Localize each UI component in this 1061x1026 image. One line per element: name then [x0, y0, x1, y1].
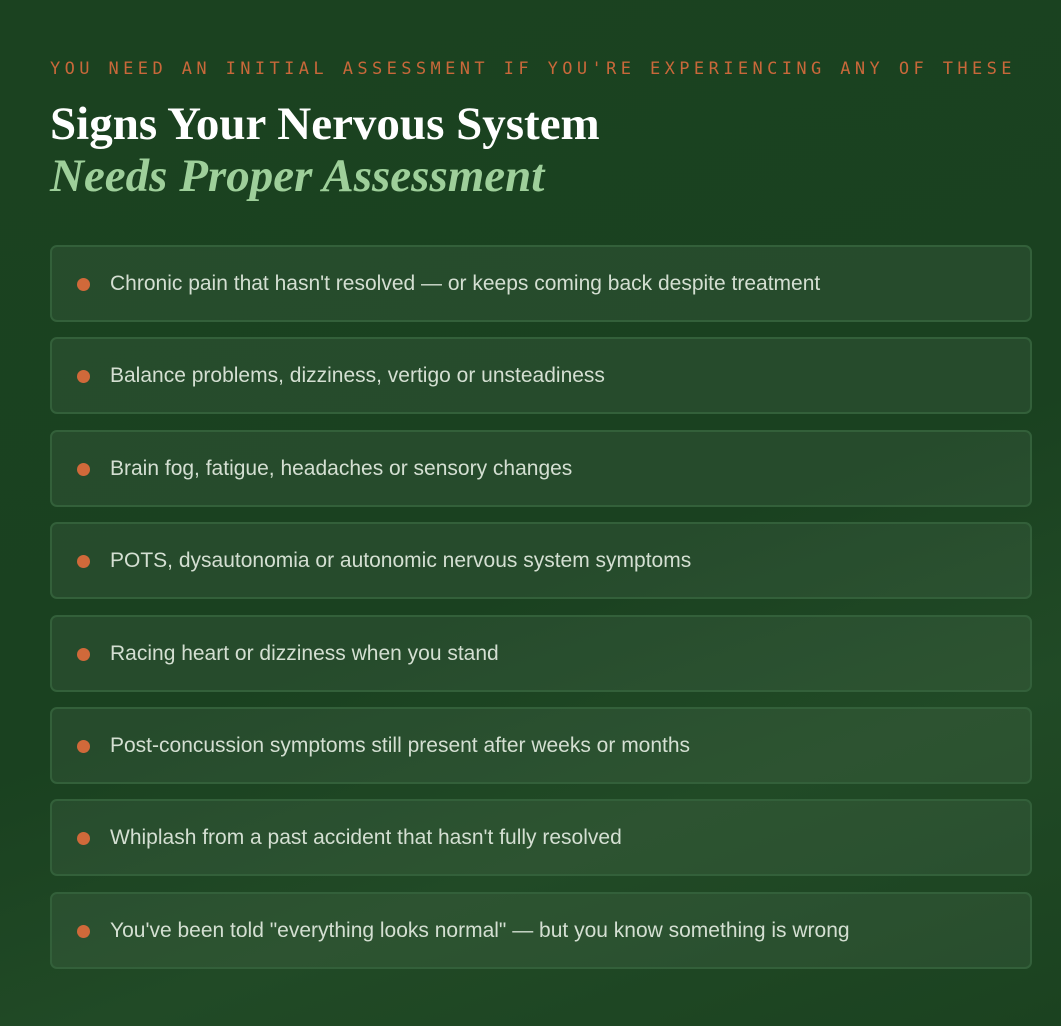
- sign-item-racing-heart: [50, 615, 1032, 692]
- bullet-dot-icon: [77, 925, 90, 938]
- eyebrow-text: YOU NEED AN INITIAL ASSESSMENT IF YOU'RE EXPERIENCING ANY OF THESE: [50, 59, 1016, 79]
- sign-item-text: Racing heart or dizziness when you stand: [110, 641, 499, 665]
- page-title-highlight: Needs Proper Assessment: [50, 150, 545, 202]
- bullet-dot-icon: [77, 832, 90, 845]
- sign-item-text: Brain fog, fatigue, headaches or sensory changes: [110, 456, 573, 480]
- bullet-dot-icon: [77, 648, 90, 661]
- page-title-line1: Signs Your Nervous System: [50, 98, 600, 150]
- bullet-dot-icon: [77, 555, 90, 568]
- sign-item-text: Post-concussion symptoms still present after weeks or months: [110, 733, 691, 757]
- sign-item-looks-normal: [50, 892, 1032, 969]
- bullet-dot-icon: [77, 463, 90, 476]
- sign-item-balance: [50, 337, 1032, 414]
- sign-item-brain-fog: [50, 430, 1032, 507]
- signs-list: [50, 245, 1032, 984]
- sign-item-pots: [50, 522, 1032, 599]
- sign-item-whiplash: [50, 799, 1032, 876]
- bullet-dot-icon: [77, 740, 90, 753]
- sign-item-text: POTS, dysautonomia or autonomic nervous system symptoms: [110, 549, 692, 573]
- sign-item-text: You've been told "everything looks normal" — but you know something is wrong: [110, 918, 850, 942]
- sign-item-text: Balance problems, dizziness, vertigo or unsteadiness: [110, 364, 605, 388]
- sign-item-text: Whiplash from a past accident that hasn't fully resolved: [110, 826, 622, 850]
- sign-item-post-concussion: [50, 707, 1032, 784]
- bullet-dot-icon: [77, 278, 90, 291]
- sign-item-chronic-pain: [50, 245, 1032, 322]
- bullet-dot-icon: [77, 370, 90, 383]
- sign-item-text: Chronic pain that hasn't resolved — or keeps coming back despite treatment: [110, 272, 821, 295]
